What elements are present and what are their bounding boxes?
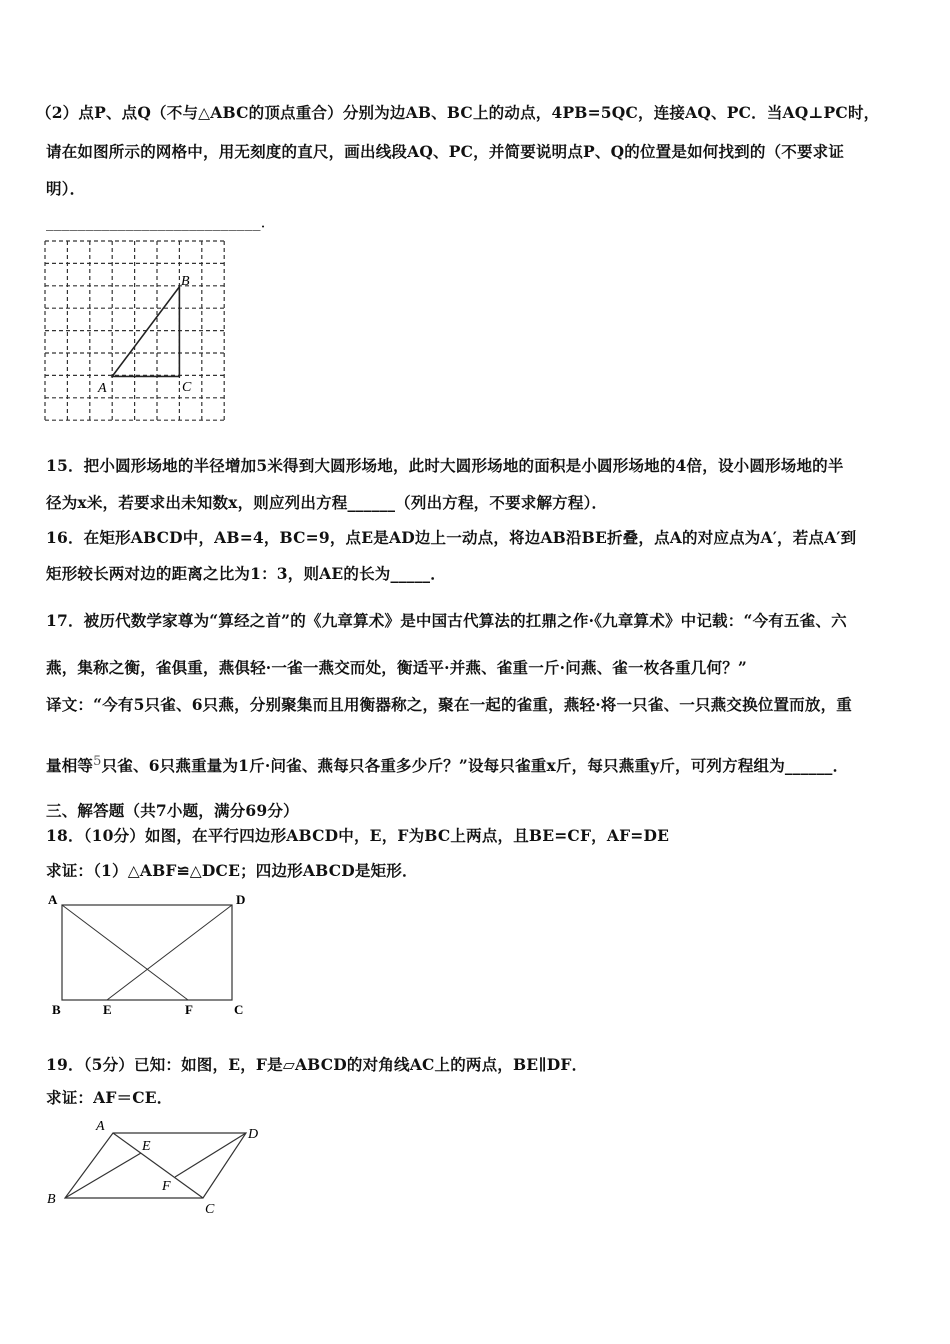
q14-answer-blank: ___________________________． [46, 213, 277, 231]
q14-part2-line1: （2）点P、点Q（不与△ABC的顶点重合）分别为边AB、BC上的动点，4PB=5QC，连接AQ、PC．当AQ⊥PC时， [36, 103, 880, 122]
q17-line4-a: 量相等 [46, 756, 94, 776]
label-e: E [142, 1139, 151, 1154]
q17-line3: 译文：“今有5只雀、6只燕，分别聚集而且用衡器称之，聚在一起的雀重，燕轻·将一只雀、一只燕交换位置而放，重 [46, 695, 852, 714]
q14-part2-line2: 请在如图所示的网格中，用无刻度的直尺，画出线段AQ、PC，并简要说明点P、Q的位置是如何找到的（不要求证 [46, 142, 845, 161]
q18-line2: 求证：（1）△ABF≌△DCE；四边形ABCD是矩形． [46, 861, 418, 880]
label-b: B [47, 1192, 56, 1207]
q17-line4 [46, 754, 848, 776]
label-c: C [234, 1002, 244, 1017]
label-e: E [103, 1002, 112, 1017]
grid-triangle-figure [40, 236, 240, 428]
q17-line2: 燕，集称之衡，雀俱重，燕俱轻·一雀一燕交而处，衡适平·并燕、雀重一斤·问燕、雀一枚各重几何？” [46, 658, 748, 677]
q17-line1: 17．被历代数学家尊为“算经之首”的《九章算术》是中国古代算法的扛鼎之作·《九章算术》中记载：“今有五雀、六 [46, 611, 847, 630]
q18-line1: 18．（10分）如图，在平行四边形ABCD中，E，F为BC上两点，且BE=CF，AF=DE [46, 826, 670, 845]
q15-line1: 15．把小圆形场地的半径增加5米得到大圆形场地，此时大圆形场地的面积是小圆形场地的4倍，设小圆形场地的半 [46, 456, 844, 475]
label-d: D [236, 892, 246, 907]
label-c: C [182, 380, 192, 395]
q19-line1: 19．（5分）已知：如图，E，F是▱ABCD的对角线AC上的两点，BE∥DF． [46, 1055, 588, 1074]
q19-line2: 求证：AF＝CE． [46, 1088, 173, 1107]
q17-line4-b: 只雀、6只燕重量为1斤·问雀、燕每只各重多少斤？”设每只雀重x斤，每只燕重y斤，可列方程组为______． [101, 756, 849, 776]
q14-part2-line3: 明）． [46, 179, 86, 198]
label-f: F [185, 1002, 193, 1017]
label-a: A [48, 892, 58, 907]
q15-line2: 径为x米，若要求出未知数x，则应列出方程______（列出方程，不要求解方程）． [46, 493, 608, 512]
label-a: A [98, 381, 107, 396]
rectangle-figure [40, 888, 260, 1020]
section-heading: 三、解答题（共7小题，满分69分） [46, 801, 299, 820]
parallelogram-figure [40, 1112, 280, 1222]
label-d: D [248, 1127, 259, 1142]
label-f: F [162, 1179, 171, 1194]
label-c: C [205, 1202, 215, 1217]
q17-superscript: 5 [93, 754, 102, 769]
label-b: B [181, 274, 190, 289]
q16-line1: 16．在矩形ABCD中，AB=4，BC=9，点E是AD边上一动点，将边AB沿BE折叠，点A的对应点为A′，若点A′到 [46, 528, 857, 547]
label-b: B [52, 1002, 61, 1017]
triangle-abc [112, 287, 179, 377]
label-a: A [96, 1119, 105, 1134]
q16-line2: 矩形较长两对边的距离之比为1：3，则AE的长为_____． [46, 564, 446, 583]
